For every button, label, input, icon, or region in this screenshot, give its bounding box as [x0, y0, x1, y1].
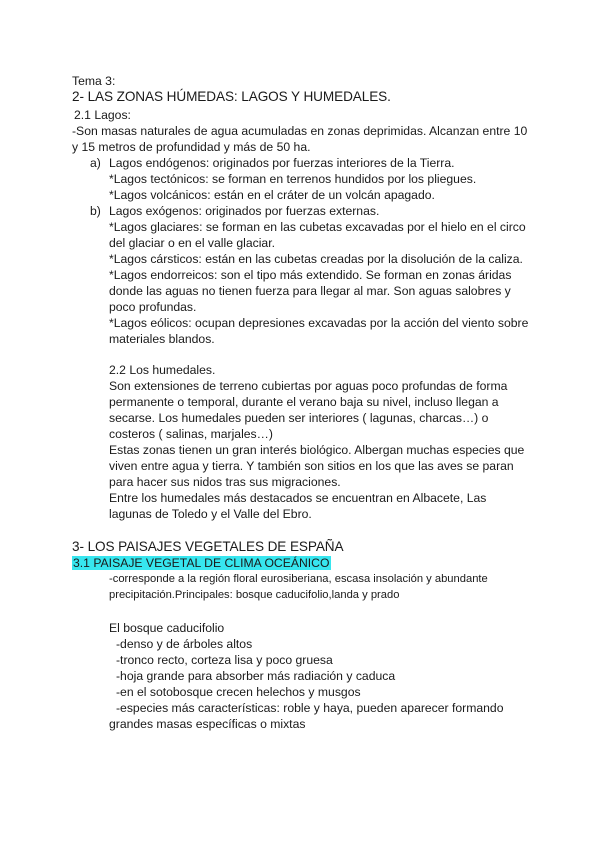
bosque-item: grandes masas específicas o mixtas	[109, 717, 306, 731]
humedales-line: Estas zonas tienen un gran interés biológico. Albergan muchas especies que	[109, 443, 525, 457]
highlighted-subheading: 3.1 PAISAJE VEGETAL DE CLIMA OCEÁNICO	[73, 556, 330, 570]
lagos-item: poco profundas.	[109, 300, 197, 314]
bosque-item: -especies más características: roble y haya, pueden aparecer formando	[116, 701, 504, 715]
section-2-title: 2- LAS ZONAS HÚMEDAS: LAGOS Y HUMEDALES.	[72, 89, 391, 104]
humedales-line: para hacer sus nidos tras sus migraciones.	[109, 475, 341, 489]
bosque-item: -denso y de árboles altos	[116, 637, 253, 651]
lagos-item: del glaciar o en el valle glaciar.	[109, 236, 275, 250]
bosque-item: -en el sotobosque crecen helechos y musgos	[116, 685, 361, 699]
lagos-item: *Lagos glaciares: se forman en las cubetas excavadas por el hielo en el circo	[109, 220, 526, 234]
lagos-intro-line: y 15 metros de profundidad y más de 50 ha.	[72, 140, 311, 154]
oceanico-intro-line: precipitación.Principales: bosque caducifolio,landa y prado	[109, 589, 400, 601]
lagos-item: *Lagos eólicos: ocupan depresiones excavadas por la acción del viento sobre	[109, 316, 529, 330]
lagos-item: donde las aguas no tienen fuerza para llegar al mar. Son aguas salobres y	[109, 284, 511, 298]
humedales-line: secarse. Los humedales pueden ser interiores ( lagunas, charcas…) o	[109, 411, 489, 425]
list-marker-a: a)	[90, 156, 101, 170]
bosque-item: -tronco recto, corteza lisa y poco gruesa	[116, 653, 333, 667]
lagos-exogenos: Lagos exógenos: originados por fuerzas externas.	[109, 204, 380, 218]
humedales-line: permanente o temporal, durante el verano baja su nivel, incluso llegan a	[109, 395, 499, 409]
humedales-line: viven entre agua y tierra. Y también son sitios en los que las aves se paran	[109, 459, 514, 473]
lagos-item: materiales blandos.	[109, 332, 215, 346]
lagos-item: *Lagos endorreicos: son el tipo más extendido. Se forman en zonas áridas	[109, 268, 512, 282]
lagos-item: *Lagos volcánicos: están en el cráter de un volcán apagado.	[109, 188, 435, 202]
humedales-line: Entre los humedales más destacados se encuentran en Albacete, Las	[109, 491, 487, 505]
lagos-heading: 2.1 Lagos:	[74, 108, 131, 122]
humedales-heading: 2.2 Los humedales.	[109, 363, 216, 377]
oceanico-intro-line: -corresponde a la región floral eurosiberiana, escasa insolación y abundante	[109, 573, 488, 585]
humedales-line: lagunas de Toledo y el Valle del Ebro.	[109, 507, 312, 521]
section-3-title: 3- LOS PAISAJES VEGETALES DE ESPAÑA	[72, 539, 344, 554]
bosque-heading: El bosque caducifolio	[109, 621, 225, 635]
bosque-item: -hoja grande para absorber más radiación y caduca	[116, 669, 396, 683]
lagos-item: *Lagos tectónicos: se forman en terrenos hundidos por los pliegues.	[109, 172, 477, 186]
lagos-intro-line: -Son masas naturales de agua acumuladas en zonas deprimidas. Alcanzan entre 10	[72, 124, 528, 138]
tema-label: Tema 3:	[72, 74, 116, 88]
humedales-line: costeros ( salinas, marjales…)	[109, 427, 273, 441]
lagos-endogenos: Lagos endógenos: originados por fuerzas interiores de la Tierra.	[109, 156, 455, 170]
lagos-item: *Lagos cársticos: están en las cubetas creadas por la disolución de la caliza.	[109, 252, 523, 266]
humedales-line: Son extensiones de terreno cubiertas por aguas poco profundas de forma	[109, 379, 508, 393]
list-marker-b: b)	[90, 204, 101, 218]
